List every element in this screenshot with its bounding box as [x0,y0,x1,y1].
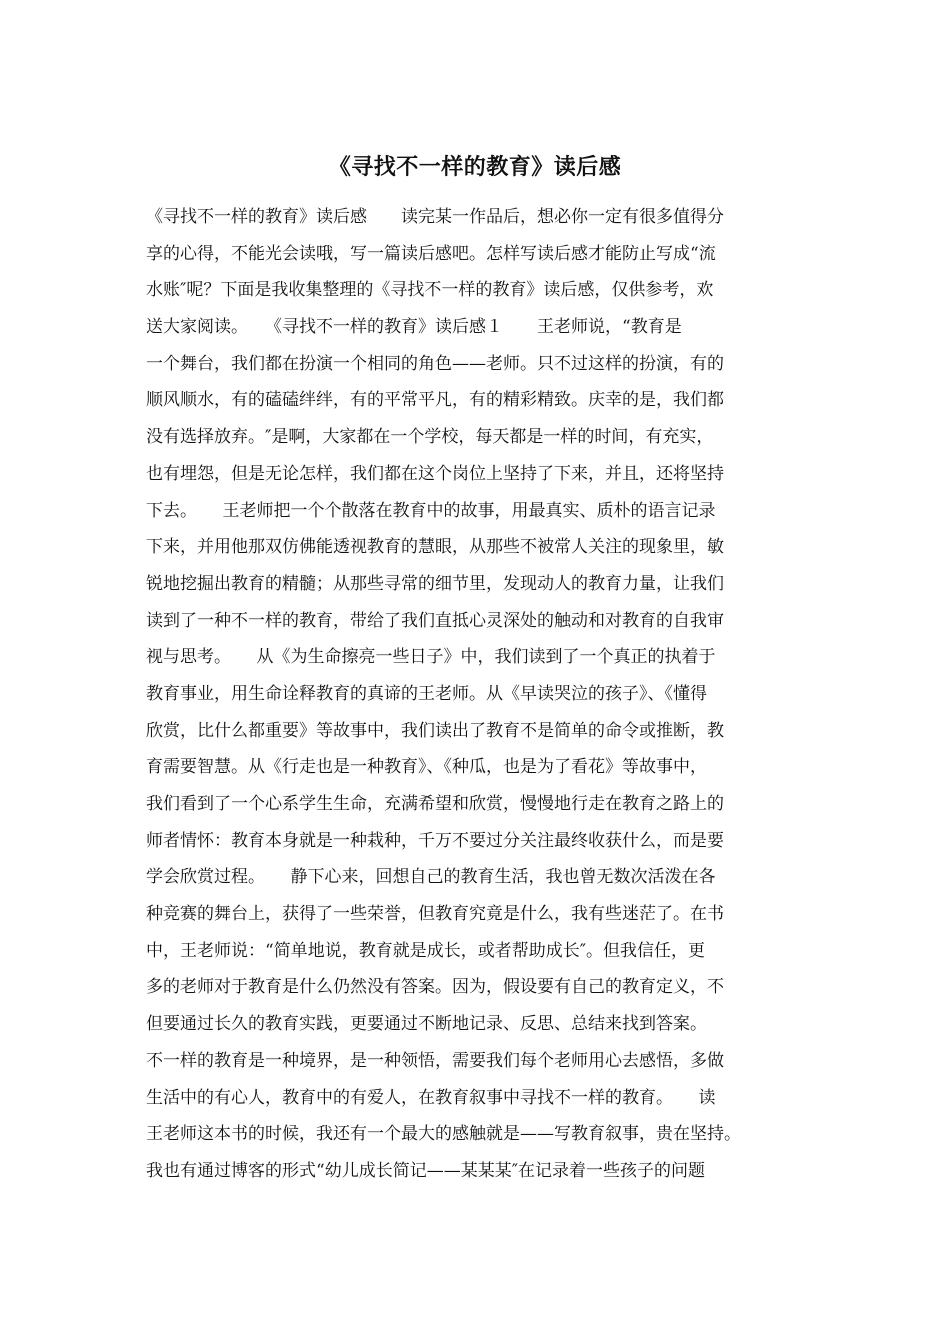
body-line: 育需要智慧。从《行走也是一种教育》、《种瓜，也是为了看花》等故事中， [146,757,707,778]
body-line: 《寻找不一样的教育》读后感 读完某一作品后，想必你一定有很多值得分 [146,207,724,227]
body-line: 多的老师对于教育是什么仍然没有答案。因为，假设要有自己的教育定义，不 [146,977,724,998]
body-line: 也有埋怨，但是无论怎样，我们都在这个岗位上坚持了下来，并且，还将坚持 [146,463,724,484]
body-line: 师者情怀：教育本身就是一种栽种，千万不要过分关注最终收获什么，而是要 [146,830,724,851]
body-line: 但要通过长久的教育实践，更要通过不断地记录、反思、总结来找到答案。 [146,1014,707,1035]
body-line: 下来，并用他那双仿佛能透视教育的慧眼，从那些不被常人关注的现象里，敏 [146,537,724,558]
body-line: 享的心得，不能光会读哦，写一篇读后感吧。怎样写读后感才能防止写成“流 [146,243,716,264]
body-line: 教育事业，用生命诠释教育的真谛的王老师。从《早读哭泣的孩子》、《懂得 [146,683,707,704]
body-line: 没有选择放弃。″是啊，大家都在一个学校，每天都是一样的时间，有充实， [146,427,714,448]
body-line: 顺风顺水，有的磕磕绊绊，有的平常平凡，有的精彩精致。庆幸的是，我们都 [146,390,724,411]
document-title: 《寻找不一样的教育》读后感 [328,155,622,180]
body-line: 水账″呢？下面是我收集整理的《寻找不一样的教育》读后感，仅供参考，欢 [146,280,714,301]
body-line: 不一样的教育是一种境界，是一种领悟，需要我们每个老师用心去感悟，多做 [146,1050,724,1071]
body-line: 王老师这本书的时候，我还有一个最大的感触就是——写教育叙事，贵在坚持。 [146,1124,741,1145]
body-line: 一个舞台，我们都在扮演一个相同的角色——老师。只不过这样的扮演，有的 [146,353,724,374]
body-line: 视与思考。 从《为生命擦亮一些日子》中，我们读到了一个真正的执着于 [146,647,716,668]
body-line: 种竞赛的舞台上，获得了一些荣誉，但教育究竟是什么，我有些迷茫了。在书 [146,904,724,925]
body-line: 下去。 王老师把一个个散落在教育中的故事，用最真实、质朴的语言记录 [146,500,716,521]
body-line: 我也有通过博客的形式“幼儿成长简记——某某某″在记录着一些孩子的问题 [146,1160,706,1181]
body-line: 学会欣赏过程。 静下心来，回想自己的教育生活，我也曾无数次活泼在各 [146,867,716,888]
body-line: 锐地挖掘出教育的精髓；从那些寻常的细节里，发现动人的教育力量，让我们 [146,573,724,594]
body-line: 中，王老师说：“简单地说，教育就是成长，或者帮助成长″。但我信任，更 [146,940,706,961]
document-body [146,199,836,1190]
body-line: 生活中的有心人，教育中的有爱人，在教育叙事中寻找不一样的教育。 读 [146,1087,716,1108]
body-line: 送大家阅读。 《寻找不一样的教育》读后感１ 王老师说，“教育是 [146,317,682,338]
body-line: 我们看到了一个心系学生生命，充满希望和欣赏，慢慢地行走在教育之路上的 [146,794,724,814]
body-line: 欣赏，比什么都重要》等故事中，我们读出了教育不是简单的命令或推断，教 [146,720,724,741]
body-line: 读到了一种不一样的教育，带给了我们直抵心灵深处的触动和对教育的自我审 [146,610,724,631]
